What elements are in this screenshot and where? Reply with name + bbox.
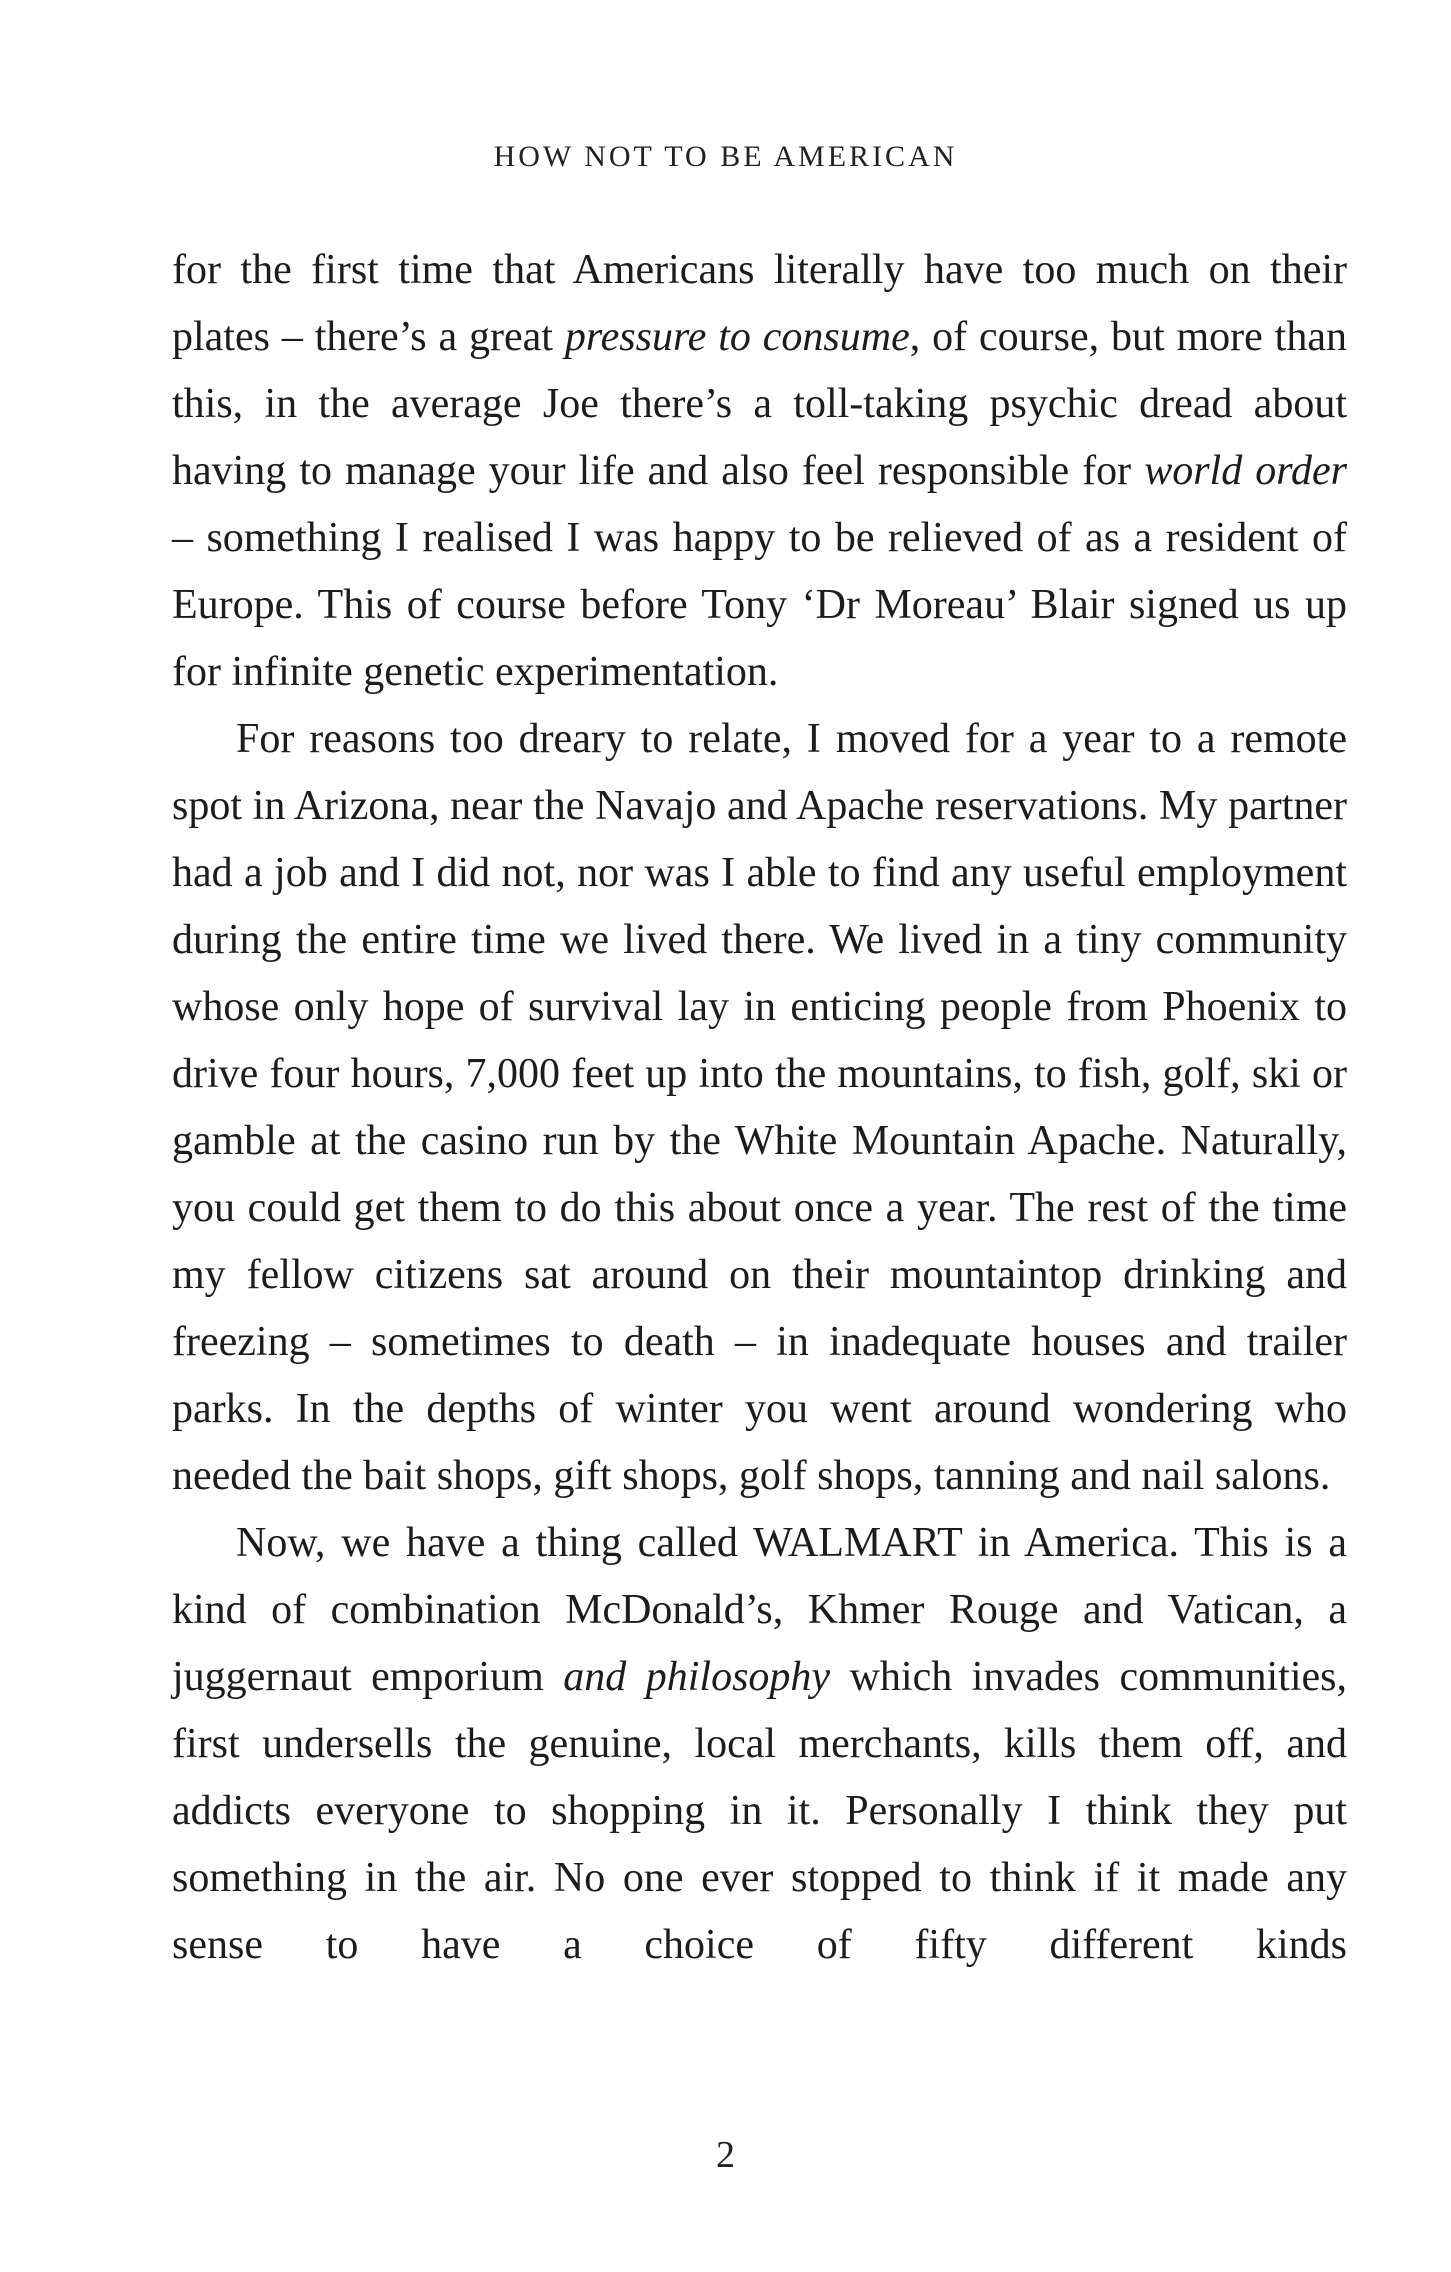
paragraph-text: , of course, but more than this, in the average Joe there’s a toll-taking psychic dread about having to manage your life and also feel responsible for [172,314,1347,494]
paragraph: For reasons too dreary to relate, I moved for a year to a remote spot in Arizona, near the Navajo and Apache reservations. My partner had a job and I did not, nor was I able to find any useful employment during the entire time we lived there. We lived in a tiny community whose only hope of survival lay in enticing people from Phoenix to drive four hours, 7,000 feet up into the mountains, to fish, golf, ski or gamble at the casino run by the White Mountain Apache. Naturally, you could get them to do this about once a year. The rest of the time my fellow citizens sat around on their mountaintop drinking and freezing – sometimes to death – in inadequate houses and trailer parks. In the depths of winter you went around wondering who needed the bait shops, gift shops, golf shops, tanning and nail salons. [172,716,1347,1499]
italic-phrase: world order [1144,448,1348,494]
italic-phrase: and philosophy [563,1654,831,1700]
paragraph-text: – something I realised I was happy to be relieved of as a resident of Europe. This of course before Tony ‘Dr Moreau’ Blair signed us up for infinite genetic experimentation. [172,515,1347,695]
paragraph [172,237,1347,706]
body-text [172,237,1347,1979]
running-header: HOW NOT TO BE AMERICAN [493,140,958,173]
paragraph [172,1510,1347,1979]
paragraph-text: Now, we have a thing called WALMART in America. This is a kind of combination McDonald’s, Khmer Rouge and Vatican, a juggernaut emporium [172,1520,1347,1700]
paragraph-text: which invades communities, first undersells the genuine, local merchants, kills them off, and addicts everyone to shopping in it. Personally I think they put something in the air. No one ever stopped to think if it made any sense to have a choice of fifty different kinds [172,1654,1347,1968]
page-number: 2 [716,2134,735,2176]
italic-phrase: pressure to consume [564,314,910,360]
paragraph-text: for the first time that Americans literally have too much on their plates – there’s a great [172,247,1347,360]
